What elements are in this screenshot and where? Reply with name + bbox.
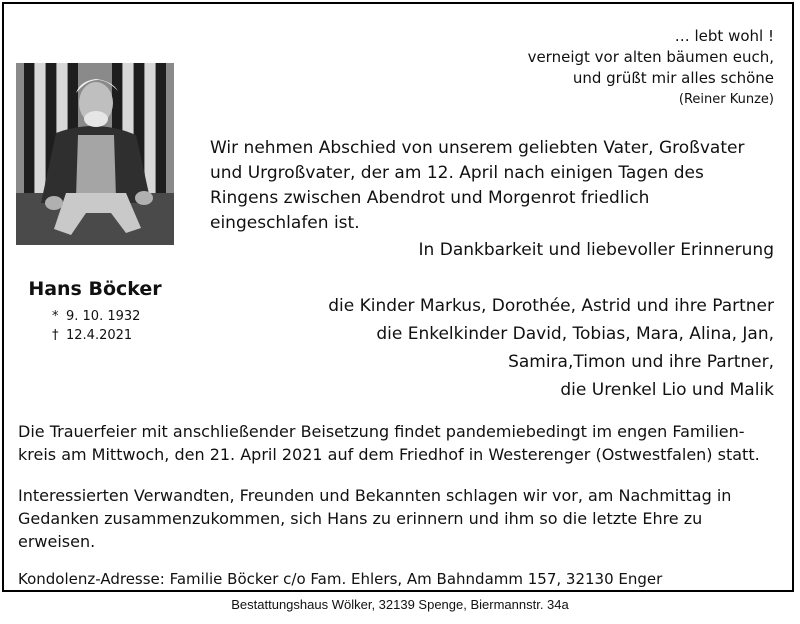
poem-line: … lebt wohl ! [674, 27, 774, 45]
paragraph-line: Interessierten Verwandten, Freunden und Bekannten schlagen wir vor, am Nachmittag in [18, 486, 732, 505]
birth-date-row [52, 307, 140, 326]
farewell-line: Ringens zwischen Abendrot und Morgenrot friedlich [210, 188, 650, 208]
birth-date: 9. 10. 1932 [66, 309, 141, 324]
death-date-row [52, 326, 140, 345]
family-line: die Kinder Markus, Dorothée, Astrid und ihre Partner [328, 296, 774, 316]
life-dates [52, 307, 140, 345]
farewell-line: Wir nehmen Abschied von unserem geliebten Vater, Großvater [210, 138, 745, 158]
poem-line: und grüßt mir alles schöne [572, 69, 774, 87]
gratitude-line: In Dankbarkeit und liebevoller Erinnerung [418, 240, 774, 260]
family-list [328, 292, 774, 404]
poem [528, 26, 774, 110]
family-line: Samira,Timon und ihre Partner, [508, 352, 774, 372]
farewell-line: und Urgroßvater, der am 12. April nach einigen Tagen des [210, 163, 704, 183]
poem-line: verneigt vor alten bäumen euch, [527, 48, 774, 66]
paragraph-line: Gedanken zusammenzukommen, sich Hans zu erinnern und ihm so die letzte Ehre zu [18, 509, 703, 528]
farewell-line: eingeschlafen ist. [210, 213, 360, 233]
gathering-paragraph [18, 484, 778, 553]
funeral-home-footer: Bestattungshaus Wölker, 32139 Spenge, Biermannstr. 34a [231, 597, 569, 612]
portrait-illustration [16, 63, 174, 245]
family-line: die Urenkel Lio und Malik [560, 380, 774, 400]
birth-symbol: * [52, 309, 59, 324]
family-line: die Enkelkinder David, Tobias, Mara, Alina, Jan, [376, 324, 774, 344]
deceased-name: Hans Böcker [28, 278, 162, 300]
farewell-text [210, 136, 780, 236]
death-date: 12.4.2021 [66, 328, 133, 343]
cross-icon: † [52, 328, 59, 343]
portrait-photo [16, 63, 174, 245]
funeral-paragraph [18, 420, 778, 466]
poem-source: (Reiner Kunze) [678, 92, 774, 107]
condolence-address: Kondolenz-Adresse: Familie Böcker c/o Fam. Ehlers, Am Bahndamm 157, 32130 Enger [18, 570, 663, 588]
paragraph-line: Die Trauerfeier mit anschließender Beisetzung findet pandemiebedingt im engen Familien- [18, 422, 745, 441]
paragraph-line: kreis am Mittwoch, den 21. April 2021 auf dem Friedhof in Westerenger (Ostwestfalen) statt. [18, 445, 760, 464]
paragraph-line: erweisen. [18, 532, 96, 551]
